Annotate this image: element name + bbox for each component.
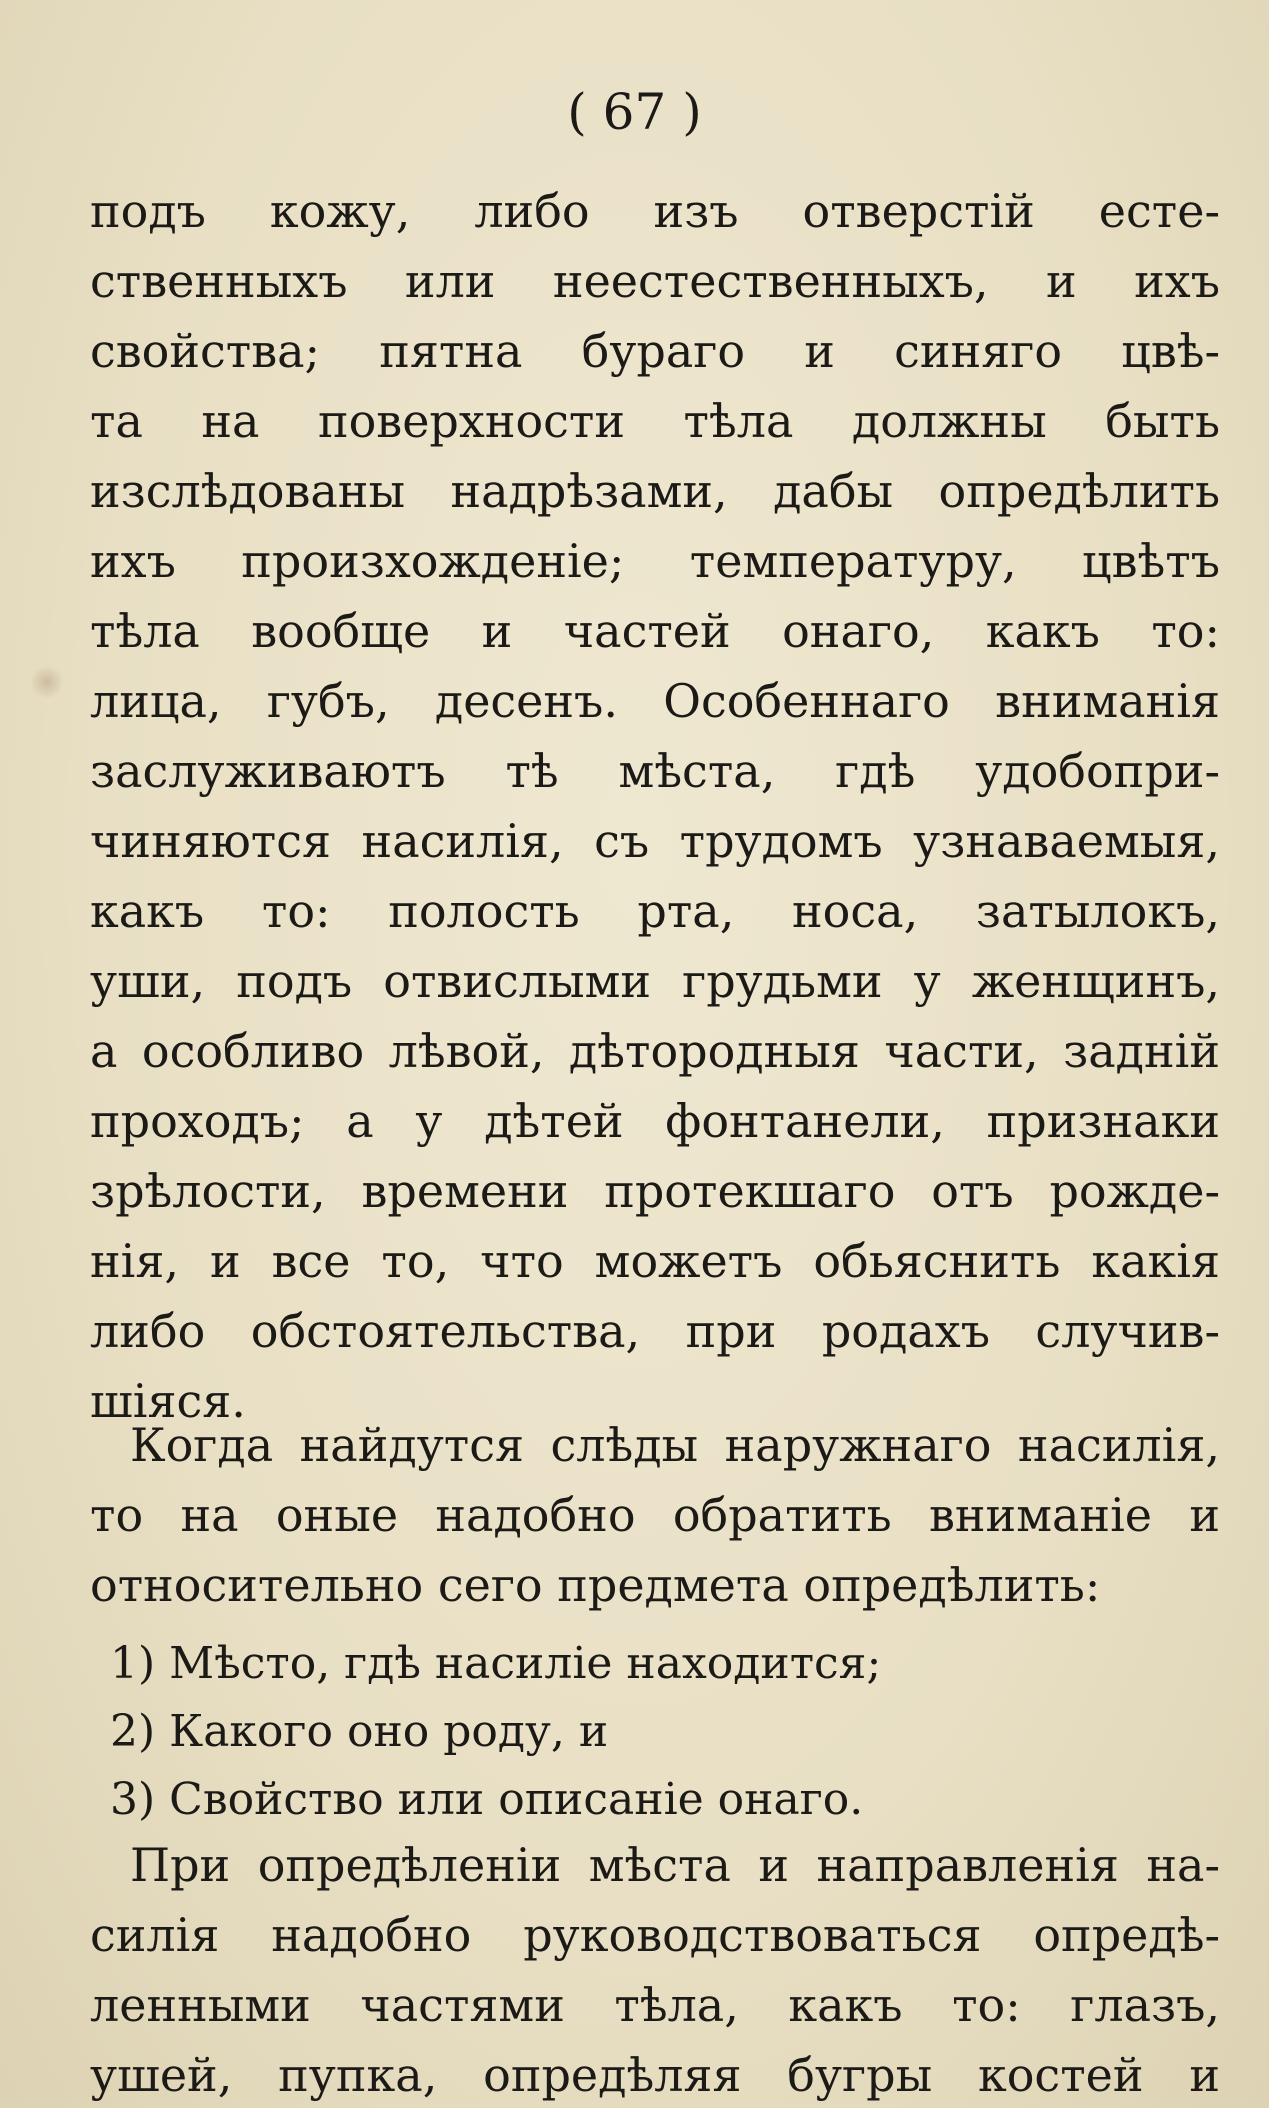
text-line: относительно сего предмета опредѣлить:: [90, 1558, 1101, 1612]
numbered-list: [110, 1630, 881, 1834]
text-line: зрѣлости, времени протекшаго отъ рожде-: [90, 1164, 1220, 1218]
paragraph-2: [90, 1410, 1220, 1620]
paper-stain: [30, 665, 64, 699]
text-line: ленными частями тѣла, какъ то: глазъ,: [90, 1978, 1220, 2032]
text-line: ихъ произхожденіе; температуру, цвѣтъ: [90, 534, 1220, 588]
text-line: Когда найдутся слѣды наружнаго насилія,: [130, 1418, 1220, 1472]
page-number: ( 67 ): [567, 83, 702, 141]
text-line: какъ то: полость рта, носа, затылокъ,: [90, 884, 1220, 938]
text-line: нія, и все то, что можетъ обьяснить какія: [90, 1234, 1220, 1288]
text-line: заслуживаютъ тѣ мѣста, гдѣ удобопри-: [90, 744, 1220, 798]
text-line: шіяся.: [90, 1374, 246, 1428]
text-line: либо обстоятельства, при родахъ случив-: [90, 1304, 1220, 1358]
paragraph-3: [90, 1830, 1220, 2108]
text-line: подъ кожу, либо изъ отверстій есте-: [90, 184, 1220, 238]
text-line: та на поверхности тѣла должны быть: [90, 394, 1220, 448]
text-line: проходъ; а у дѣтей фонтанели, признаки: [90, 1094, 1220, 1148]
text-line: лица, губъ, десенъ. Особеннаго вниманія: [90, 674, 1220, 728]
text-line: изслѣдованы надрѣзами, дабы опредѣлить: [90, 464, 1220, 518]
text-line: а особливо лѣвой, дѣтородныя части, задній: [90, 1024, 1220, 1078]
list-item: 2) Какого оно роду, и: [110, 1706, 609, 1757]
text-line: ушей, пупка, опредѣляя бугры костей и: [90, 2048, 1220, 2102]
text-line: чиняются насилія, съ трудомъ узнаваемыя,: [90, 814, 1220, 868]
paragraph-1: [90, 176, 1220, 1436]
text-line: тѣла вообще и частей онаго, какъ то:: [90, 604, 1220, 658]
text-line: При опредѣленіи мѣста и направленія на-: [130, 1838, 1220, 1892]
list-item: 3) Свойство или описаніе онаго.: [110, 1774, 864, 1825]
text-line: силія надобно руководствоваться опредѣ-: [90, 1908, 1220, 1962]
text-line: ственныхъ или неестественныхъ, и ихъ: [90, 254, 1220, 308]
text-line: свойства; пятна бураго и синяго цвѣ-: [90, 324, 1220, 378]
text-line: уши, подъ отвислыми грудьми у женщинъ,: [90, 954, 1220, 1008]
list-item: 1) Мѣсто, гдѣ насиліе находится;: [110, 1638, 882, 1689]
text-line: то на оные надобно обратить вниманіе и: [90, 1488, 1220, 1542]
